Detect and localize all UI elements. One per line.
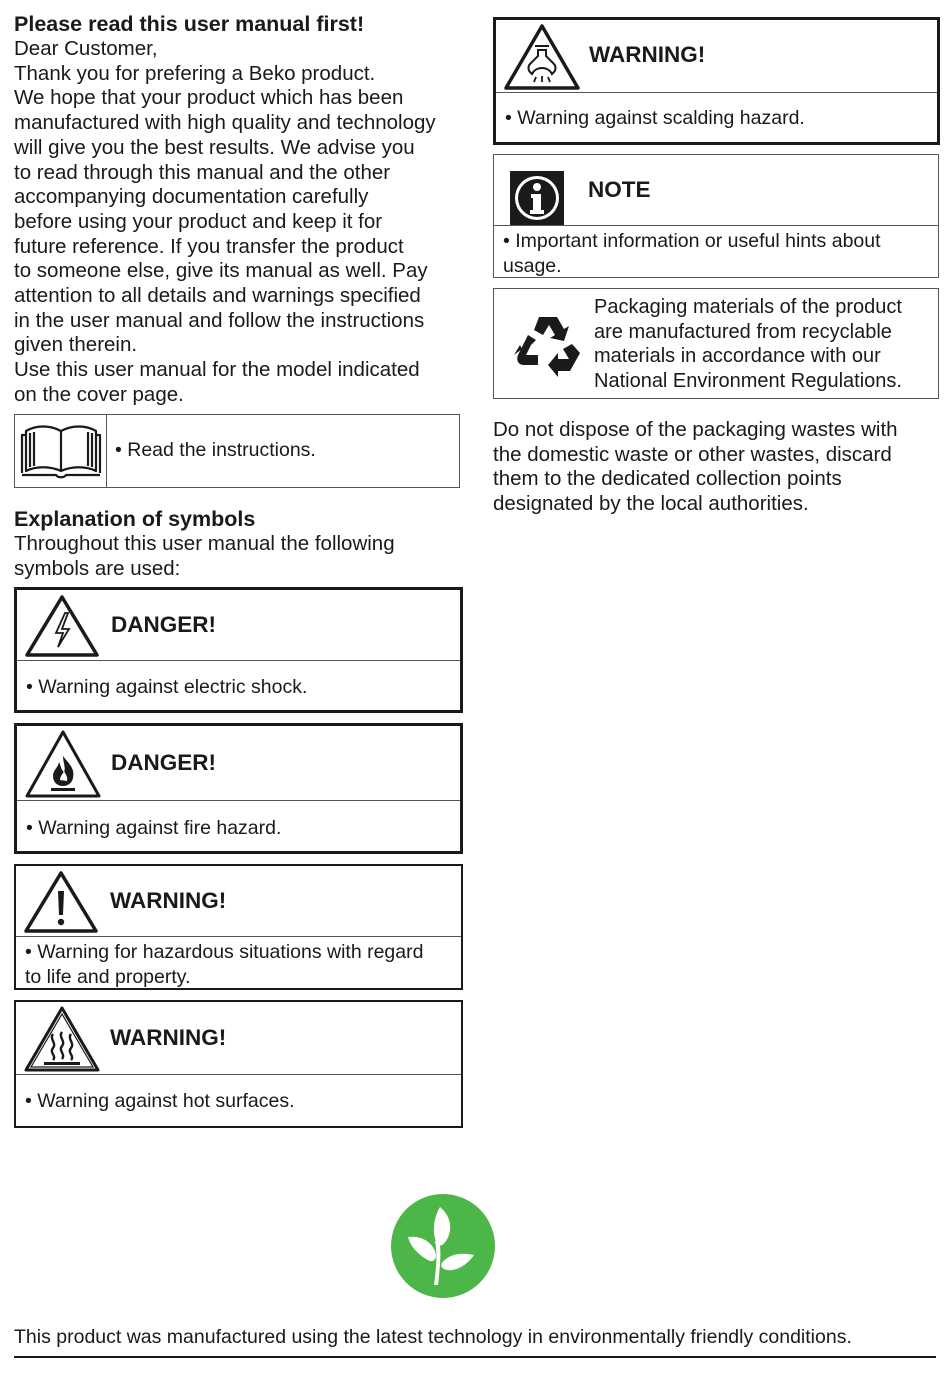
recycle-line: materials in accordance with our <box>594 345 881 368</box>
danger-fire-box <box>14 723 463 854</box>
symbols-line: symbols are used: <box>14 556 181 580</box>
note-line: • Important information or useful hints about <box>503 230 881 252</box>
warning-general-line: to life and property. <box>25 965 191 988</box>
footer-text: This product was manufactured using the latest technology in environmentally friendly conditions. <box>14 1326 852 1348</box>
warning-general-text <box>25 940 453 989</box>
intro-line: We hope that your product which has been <box>14 86 404 110</box>
dispose-line: them to the dedicated collection points <box>493 467 842 491</box>
intro-line: in the user manual and follow the instructions <box>14 308 425 332</box>
symbols-title: Explanation of symbols <box>14 507 256 531</box>
warning-scald-text: • Warning against scalding hazard. <box>505 107 805 129</box>
note-line: usage. <box>503 254 562 277</box>
note-title: NOTE <box>588 177 651 202</box>
intro-line: on the cover page. <box>14 382 184 406</box>
warning-hot-box <box>14 1000 463 1128</box>
intro-line: given therein. <box>14 333 138 357</box>
warning-hot-text: • Warning against hot surfaces. <box>25 1090 295 1112</box>
read-instructions-box <box>14 414 460 488</box>
recycle-icon <box>512 313 584 386</box>
info-icon <box>509 170 565 231</box>
dispose-line: the domestic waste or other wastes, discard <box>493 442 892 466</box>
read-instructions-text: • Read the instructions. <box>115 439 316 461</box>
dispose-paragraph <box>493 418 933 517</box>
recycle-text <box>594 295 902 394</box>
note-text <box>503 229 930 278</box>
warning-title: WARNING! <box>110 1025 227 1050</box>
danger-title: DANGER! <box>111 750 216 775</box>
note-box <box>493 154 939 278</box>
recycle-line: are manufactured from recyclable <box>594 320 892 343</box>
intro-line: Use this user manual for the model indicated <box>14 358 420 382</box>
electric-shock-warning-icon <box>23 593 101 664</box>
page-title: Please read this user manual first! <box>14 12 365 36</box>
dispose-line: designated by the local authorities. <box>493 492 809 516</box>
intro-line: manufactured with high quality and technology <box>14 111 436 135</box>
recycle-line: National Environment Regulations. <box>594 370 902 393</box>
symbols-line: Throughout this user manual the following <box>14 532 395 555</box>
intro-line: will give you the best results. We advise you <box>14 135 415 159</box>
hot-surface-warning-icon <box>22 1004 102 1079</box>
warning-title: WARNING! <box>589 42 706 67</box>
intro-section <box>14 12 454 408</box>
recycle-box <box>493 288 939 399</box>
scalding-warning-icon <box>502 22 582 97</box>
footer-divider <box>14 1356 936 1358</box>
intro-line: before using your product and keep it for <box>14 209 383 233</box>
exclamation-warning-icon <box>22 869 100 940</box>
warning-general-line: • Warning for hazardous situations with regard <box>25 941 424 963</box>
open-book-icon <box>15 415 107 487</box>
intro-line: future reference. If you transfer the product <box>14 234 404 258</box>
fire-hazard-warning-icon <box>23 728 103 805</box>
dispose-line: Do not dispose of the packaging wastes with <box>493 418 898 441</box>
danger-shock-text: • Warning against electric shock. <box>26 676 308 698</box>
intro-line: Thank you for prefering a Beko product. <box>14 61 376 85</box>
intro-line: accompanying documentation carefully <box>14 185 369 209</box>
intro-line: to someone else, give its manual as well. Pay <box>14 259 428 283</box>
danger-shock-box <box>14 587 463 713</box>
warning-general-box <box>14 864 463 990</box>
recycle-line: Packaging materials of the product <box>594 296 902 318</box>
warning-title: WARNING! <box>110 888 227 913</box>
intro-line: attention to all details and warnings specified <box>14 284 421 308</box>
danger-fire-text: • Warning against fire hazard. <box>26 817 282 839</box>
intro-line: Dear Customer, <box>14 37 158 60</box>
danger-title: DANGER! <box>111 612 216 637</box>
symbols-section <box>14 507 454 581</box>
intro-line: to read through this manual and the other <box>14 160 391 184</box>
green-leaf-icon <box>390 1193 496 1304</box>
warning-scald-box <box>493 17 940 145</box>
